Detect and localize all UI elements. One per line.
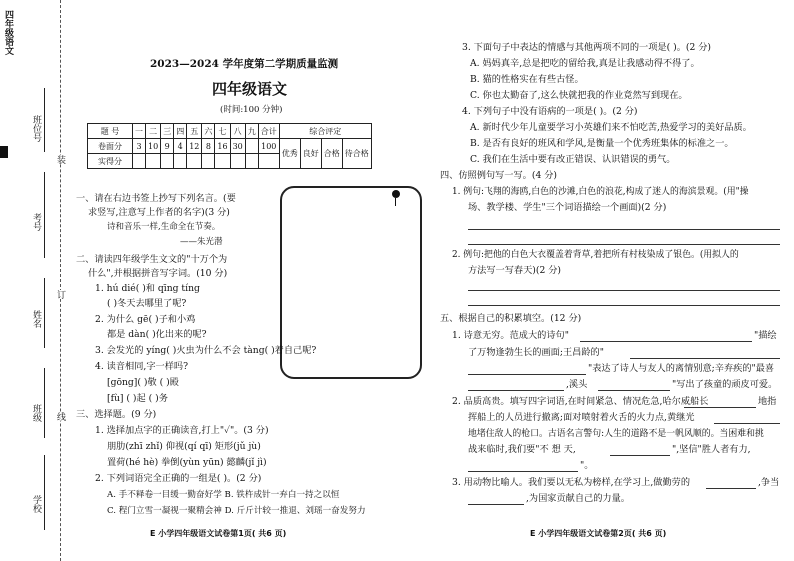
q1-4-prompt: 4. 下列句子中没有语病的一项是( )。(2 分): [462, 106, 638, 117]
fill-blank[interactable]: [706, 488, 756, 489]
score-cell: 五: [187, 124, 202, 139]
q2-item-2b: 都是 dàn( )化出来的呢?: [107, 329, 207, 340]
q5-item-2d-mid: ",坚信"胜人者有力,: [672, 444, 751, 455]
score-cell: [202, 154, 215, 169]
q2-prompt: 二、请读四年级学生文文的"十万个为: [76, 254, 228, 265]
subject-title: 四年级语文: [212, 80, 288, 98]
grade-cell: 良好: [300, 139, 321, 169]
score-cell: 六: [202, 124, 215, 139]
bookmark-hole-icon: [392, 190, 400, 198]
q3-item-1b: 置荷(hé hè) 拳倒(yùn yūn) 懿麟(jǐ jì): [107, 457, 267, 468]
page-footer-2: E 小学四年级语文试卷第2页( 共6 页): [530, 529, 667, 538]
score-cell: 10: [146, 139, 161, 154]
score-cell: 8: [202, 139, 215, 154]
seat-line: [44, 88, 45, 152]
exam-title: 2023—2024 学年度第二学期质量监测: [150, 58, 339, 70]
fill-blank[interactable]: [580, 341, 752, 342]
score-cell: [245, 139, 258, 154]
score-cell: 二: [146, 124, 161, 139]
grade-cell: 优秀: [279, 139, 300, 169]
score-cell: [245, 154, 258, 169]
score-cell: 三: [161, 124, 174, 139]
answer-line[interactable]: [468, 305, 780, 306]
q1-4-option-c: C. 我们在生活中要有改正错误、认识错误的勇气。: [470, 154, 676, 165]
q3-item-1: 1. 选择加点字的正确读音,打上"✓"。(3 分): [95, 425, 269, 436]
fill-blank[interactable]: [610, 455, 670, 456]
q1-3-option-a: A. 妈妈真辛,总是把吃的留给我,真是让我感动得不得了。: [470, 58, 700, 69]
q5-item-1-end: "描绘: [754, 330, 777, 341]
margin-mark-zhuang: 装: [55, 155, 65, 164]
score-cell: 八: [230, 124, 245, 139]
score-cell: 3: [133, 139, 146, 154]
class-line: [44, 368, 45, 438]
fill-blank[interactable]: [684, 407, 756, 408]
score-cell: 100: [258, 139, 279, 154]
score-table: [87, 123, 372, 169]
score-cell: 实得分: [88, 154, 133, 169]
q4-prompt: 四、仿照例句写一写。(4 分): [440, 170, 557, 181]
q2-item-4: 4. 读音相同,字一样吗?: [95, 361, 189, 372]
quote-text: 诗和音乐一样,生命全在节奏。: [107, 222, 221, 232]
score-cell: [174, 154, 187, 169]
q3-option-cd: C. 程门立雪一凝视一聚精会神 D. 斤斤计较一推退、刘瑶一奋发努力: [107, 506, 366, 516]
score-cell: 16: [215, 139, 230, 154]
score-cell: 合计: [258, 124, 279, 139]
grade-cell: 待合格: [342, 139, 371, 169]
q3-option-ab: A. 手不释卷一目缓一勤奋好学 B. 铁杵成针一弃白一持之以恒: [107, 490, 340, 500]
page-footer-1: E 小学四年级语文试卷第1页( 共6 页): [150, 529, 287, 538]
q5-item-2d: 战来临时,我们要"不 想 天,: [468, 444, 576, 455]
margin-seat-label: 班位号: [31, 115, 41, 142]
q1-prompt-cont: 求竖写,注意写上作者的名字)(3 分): [88, 207, 230, 218]
fill-blank[interactable]: [468, 471, 578, 472]
q5-item-2: 2. 品质高贵。填写四字词语,在时间紧急、情况危急,哈尔威船长: [452, 396, 709, 407]
q1-prompt: 一、请在右边书签上抄写下列名言。(要: [76, 193, 236, 204]
score-cell: 七: [215, 124, 230, 139]
score-cell: 9: [161, 139, 174, 154]
q4-item-1b: 场、教学楼、学生"三个词语描绘一个画面)(2 分): [468, 202, 667, 213]
q5-item-1: 1. 诗意无穷。范成大的诗句": [452, 330, 569, 341]
q2-prompt-cont: 什么",并根据拼音写字词。(10 分): [88, 268, 228, 279]
margin-mark-xian: 线: [55, 412, 65, 421]
q4-item-2b: 方法写一写春天)(2 分): [468, 265, 562, 276]
fill-blank[interactable]: [468, 374, 586, 375]
q1-3-prompt: 3. 下面句子中表达的情感与其他两项不同的一项是( )。(2 分): [462, 42, 712, 53]
score-cell: 题 号: [88, 124, 133, 139]
fill-blank[interactable]: [598, 390, 670, 391]
quote-author: ——朱光潜: [180, 237, 223, 247]
answer-line[interactable]: [468, 229, 780, 230]
margin-school-label: 学校: [31, 495, 41, 513]
q5-item-1d-end: "写出了孩童的顽皮可爱。: [672, 379, 778, 390]
q2-item-1b: ( )冬天去哪里了呢?: [107, 298, 187, 309]
score-cell: [133, 154, 146, 169]
fill-blank[interactable]: [468, 390, 564, 391]
q5-item-3-end: ,争当: [758, 477, 780, 488]
grade-cell: 合格: [321, 139, 342, 169]
q5-item-1b: 了万物逢勃生长的画面;王昌龄的": [468, 347, 604, 358]
score-cell: [230, 154, 245, 169]
q1-3-option-b: B. 猫的性格实在有些古怪。: [470, 74, 584, 85]
score-cell: 九: [245, 124, 258, 139]
q4-item-2: 2. 例句:把他的白色大衣覆盖着背草,着把所有村枝染成了银色。(用拟人的: [452, 250, 739, 260]
q2-item-4a: [gōng]( )敬 ( )殿: [107, 377, 179, 388]
q3-prompt: 三、选择题。(9 分): [76, 409, 157, 420]
fill-blank[interactable]: [714, 423, 780, 424]
margin-mark: [0, 146, 8, 158]
fill-blank[interactable]: [468, 504, 524, 505]
margin-examno-label: 考号: [31, 213, 41, 231]
score-cell: 12: [187, 139, 202, 154]
q2-item-4b: [fù] ( )起 ( )务: [107, 393, 168, 404]
score-cell: 30: [230, 139, 245, 154]
score-cell: [187, 154, 202, 169]
q5-item-2c: 地堵住敌人的枪口。古语名言警句:人生的道路不是一帆风顺的。当困难和挑: [468, 429, 764, 439]
score-cell: [215, 154, 230, 169]
q2-item-3: 3. 会发光的 yíng( )火虫为什么不会 tàng( )着自己呢?: [95, 345, 317, 356]
margin-mark-ding: 订: [55, 290, 65, 299]
q5-item-3: 3. 用动物比喻人。我们要以无私为榜样,在学习上,做勤劳的: [452, 477, 691, 488]
score-cell: [161, 154, 174, 169]
q5-item-3b: ,为国家贡献自己的力量。: [526, 493, 630, 504]
q5-prompt: 五、根据自己的积累填空。(12 分): [440, 313, 582, 324]
q3-item-2: 2. 下列词语完全正确的一组是( )。(2 分): [95, 473, 262, 484]
score-cell: 4: [174, 139, 187, 154]
q4-item-1: 1. 例句:飞翔的海鸥,白色的沙滩,白色的浪花,构成了迷人的海滨景观。(用"操: [452, 187, 749, 197]
score-cell: [258, 154, 279, 169]
fill-blank[interactable]: [630, 358, 780, 359]
q2-item-2: 2. 为什么 gē( )子和小鸡: [95, 314, 196, 325]
bookmark-string-icon: [395, 198, 396, 206]
q1-4-option-a: A. 新时代少年儿童要学习小英雄们来不怕吃苦,热爱学习的美好品质。: [470, 122, 752, 133]
margin-top-label: 四年级语文: [3, 10, 13, 55]
score-cell: [146, 154, 161, 169]
margin-name-label: 姓名: [31, 310, 41, 328]
margin-class-label: 班级: [31, 404, 41, 422]
binding-dashed-line: [60, 0, 61, 561]
q5-item-2e: "。: [580, 460, 594, 471]
score-cell: 一: [133, 124, 146, 139]
q5-item-2-end: 地指: [758, 396, 777, 407]
q5-item-1c: "表达了诗人与友人的离情别意;辛弃疾的"最喜: [588, 363, 775, 374]
q1-3-option-c: C. 你也太勤奋了,这么快就把我的作业竟然写到现在。: [470, 90, 688, 101]
examno-line: [44, 172, 45, 258]
answer-line[interactable]: [468, 244, 780, 245]
score-cell: 卷面分: [88, 139, 133, 154]
q5-item-2b: 挥船上的人员进行撤离;面对喷射着火舌的火力点,黄继光: [468, 412, 695, 423]
exam-time: (时间:100 分钟): [220, 105, 283, 115]
q5-item-1d: ,溪头: [566, 379, 588, 390]
name-line: [44, 278, 45, 348]
answer-line[interactable]: [468, 290, 780, 291]
school-line: [44, 455, 45, 530]
score-comprehensive: 综合评定: [279, 124, 371, 139]
score-cell: 四: [174, 124, 187, 139]
q2-item-1: 1. hú dié( )和 qīng tíng: [95, 283, 200, 294]
q3-item-1a: 朋肋(zhī zhǐ) 仰视(qí qī) 矩形(jǔ jù): [107, 441, 261, 452]
q1-4-option-b: B. 是否有良好的班风和学风,是衡量一个优秀班集体的标准之一。: [470, 138, 734, 149]
